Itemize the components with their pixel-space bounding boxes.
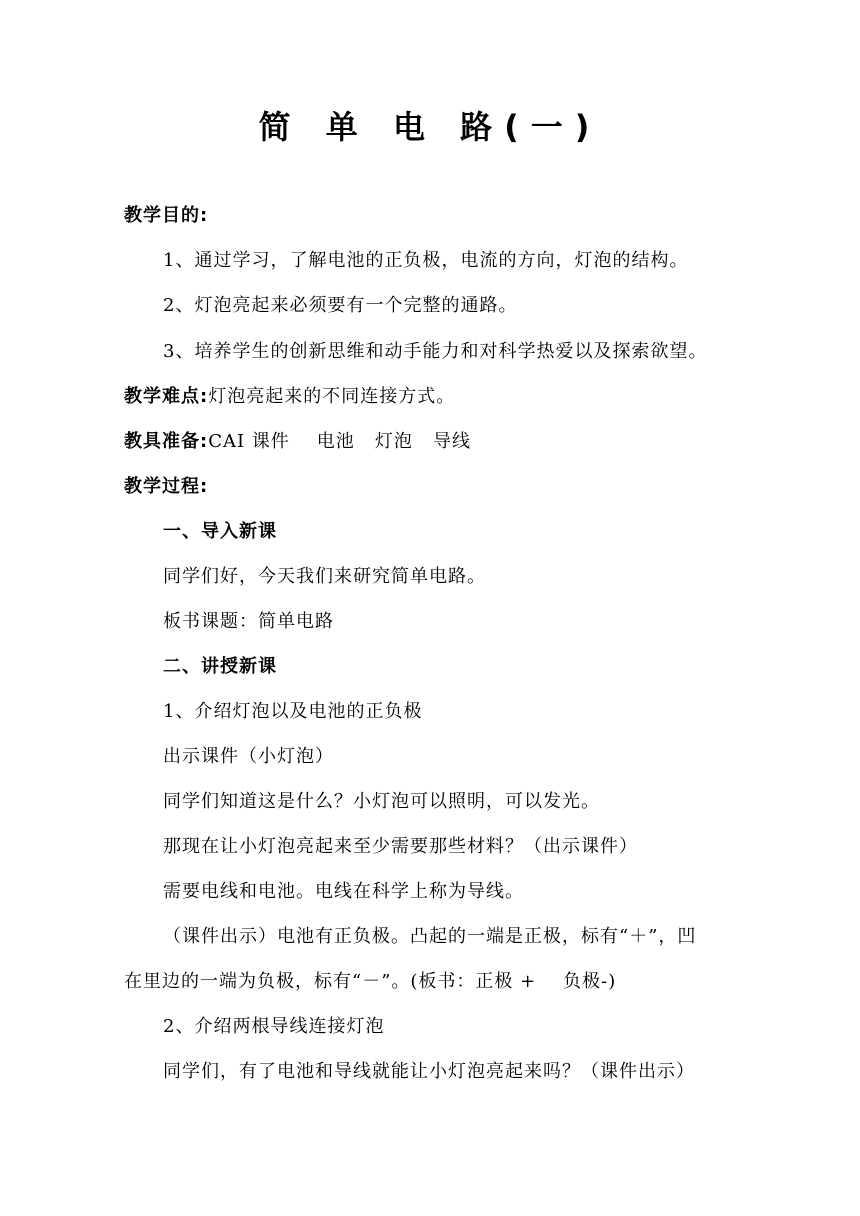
section-2-paragraph-1: 出示课件（小灯泡） [163,746,334,767]
section-2-paragraph-4: 需要电线和电池。电线在科学上称为导线。 [163,881,524,902]
objective-item-2: 2、灯泡亮起来必须要有一个完整的通路。 [163,295,518,316]
section-1-paragraph-1: 同学们好，今天我们来研究简单电路。 [163,566,486,587]
page-title: 简 单 电 路(一) [258,108,602,146]
section-1-paragraph-2: 板书课题：简单电路 [163,611,334,632]
difficulty-line [124,385,455,409]
difficulty-label: 教学难点: [124,386,209,407]
section-2-title: 二、讲授新课 [163,656,277,677]
section-2-item-1: 1、介绍灯泡以及电池的正负极 [163,701,423,722]
materials-text: CAI 课件 电池 灯泡 导线 [208,431,472,452]
process-heading: 教学过程: [124,476,209,497]
section-1-title: 一、导入新课 [163,521,277,542]
section-2-item-2: 2、介绍两根导线连接灯泡 [163,1016,385,1037]
section-2-paragraph-6: 同学们，有了电池和导线就能让小灯泡亮起来吗？（课件出示） [163,1061,695,1082]
difficulty-text: 灯泡亮起来的不同连接方式。 [208,386,456,407]
section-2-paragraph-5-line-1: （课件出示）电池有正负极。凸起的一端是正极，标有“＋”，凹 [163,926,697,947]
section-2-paragraph-5-line-2: 在里边的一端为负极，标有“－”。(板书：正极 + 负极-) [124,971,617,992]
objectives-heading: 教学目的: [124,205,209,226]
objective-item-3: 3、培养学生的创新思维和动手能力和对科学热爱以及探索欲望。 [163,341,708,362]
materials-line [124,430,471,454]
section-2-paragraph-3: 那现在让小灯泡亮起来至少需要那些材料？（出示课件） [163,836,638,857]
objective-item-1: 1、通过学习，了解电池的正负极，电流的方向，灯泡的结构。 [163,250,689,271]
materials-label: 教具准备: [124,431,209,452]
section-2-paragraph-2: 同学们知道这是什么？小灯泡可以照明，可以发光。 [163,791,600,812]
